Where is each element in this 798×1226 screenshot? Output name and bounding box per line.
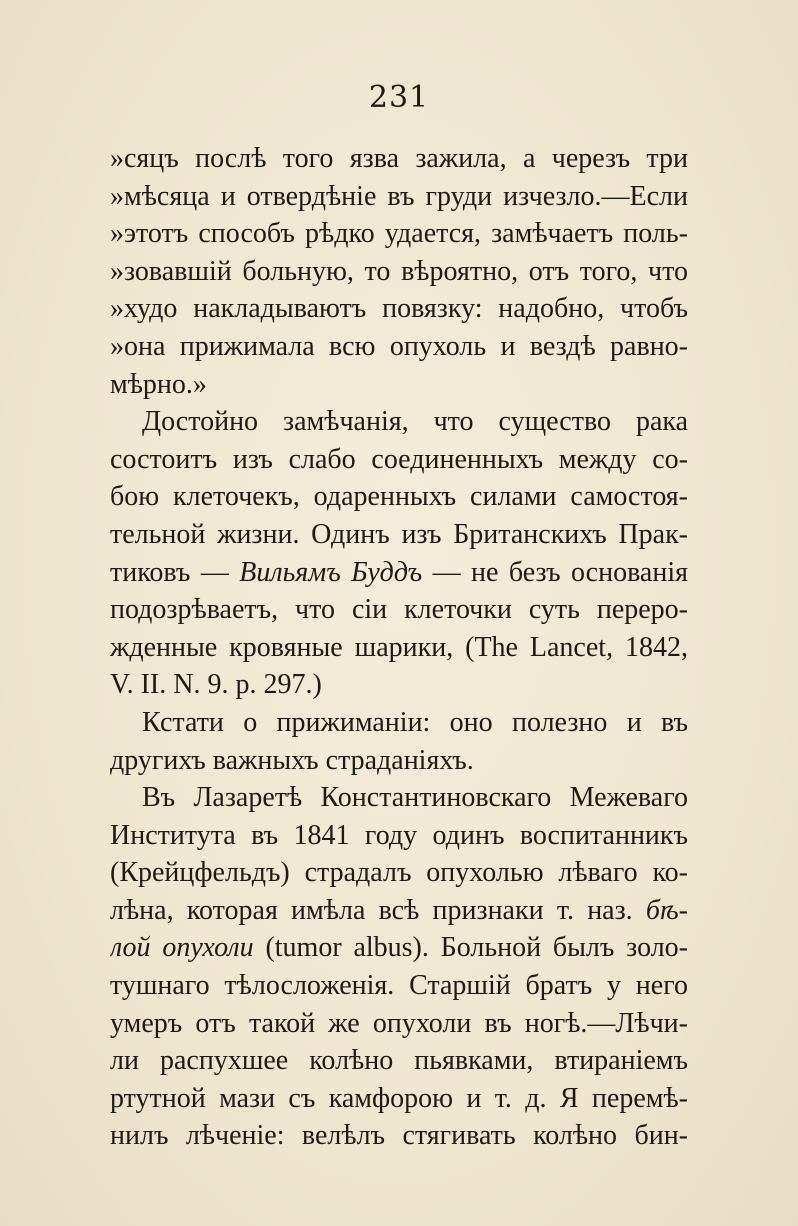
- text-line: »сяцъ послѣ того язва зажила, а черезъ три: [110, 143, 688, 174]
- text-fragment: тиковъ —: [110, 556, 240, 588]
- italic-word: бѣ-: [645, 894, 688, 926]
- text-line: подозрѣваетъ, что сіи клеточки суть переро-: [110, 594, 688, 626]
- text-line: »она прижимала всю опухоль и вездѣ равно-: [110, 330, 688, 362]
- text-line-with-italic: [110, 892, 688, 930]
- text-line: тельной жизни. Одинъ изъ Британскихъ Прак-: [110, 518, 688, 550]
- text-line: Достойно замѣчанія, что существо рака: [142, 406, 688, 438]
- text-line: (Крейцфельдъ) страдалъ опухолью лѣваго ко-: [110, 857, 688, 889]
- italic-term: лой опухоли: [110, 932, 254, 964]
- text-line: Института въ 1841 году одинъ воспитанникъ: [110, 819, 688, 851]
- text-line: »зовавшій больную, то вѣроятно, отъ того, что: [110, 255, 688, 287]
- text-line: V. II. N. 9. p. 297.): [110, 669, 322, 701]
- text-line: мѣрно.»: [110, 368, 207, 400]
- page-number: 231: [368, 80, 430, 115]
- text-line: тушнаго тѣлосложенія. Старшій братъ у него: [110, 970, 688, 1002]
- text-line: другихъ важныхъ страданіяхъ.: [110, 744, 474, 776]
- text-line-with-italic: [110, 929, 688, 967]
- text-line: Въ Лазаретѣ Константиновскаго Межеваго: [142, 782, 688, 814]
- text-line: Кстати о прижиманіи: оно полезно и въ: [142, 706, 688, 738]
- page-text: [110, 140, 688, 1155]
- italic-name: Вильямъ Буддъ: [239, 556, 423, 588]
- text-line-with-italic: [110, 554, 688, 592]
- text-fragment: — не безъ основанія: [422, 556, 688, 588]
- text-line: »мѣсяца и отвердѣніе въ груди изчезло.—Если: [110, 180, 688, 212]
- text-fragment: (tumor albus). Больной былъ золо-: [253, 932, 688, 964]
- text-line: нилъ лѣченіе: велѣлъ стягивать колѣно бин-: [110, 1120, 688, 1152]
- text-line: »худо накладываютъ повязку: надобно, чтобъ: [110, 293, 688, 325]
- text-line: состоитъ изъ слабо соединенныхъ между со-: [110, 443, 688, 475]
- text-fragment: лѣна, которая имѣла всѣ признаки т. наз.: [110, 894, 646, 926]
- text-line: »этотъ способъ рѣдко удается, замѣчаетъ поль-: [110, 218, 688, 250]
- text-line: ртутной мази съ камфорою и т. д. Я перемѣ-: [110, 1082, 688, 1114]
- text-line: бою клеточекъ, одаренныхъ силами самостоя-: [110, 481, 688, 513]
- text-line: жденные кровяные шарики, (The Lancet, 1842,: [110, 631, 688, 663]
- text-line: ли распухшее колѣно пьявками, втираніемъ: [110, 1045, 688, 1077]
- text-line: умеръ отъ такой же опухоли въ ногѣ.—Лѣчи-: [110, 1007, 688, 1039]
